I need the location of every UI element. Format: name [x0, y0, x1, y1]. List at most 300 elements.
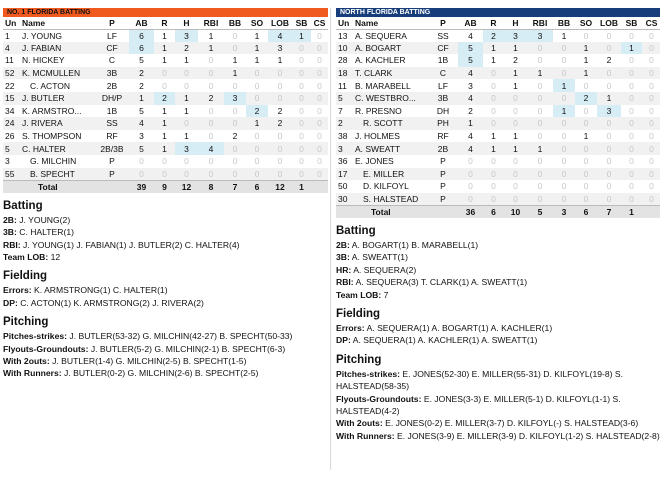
player-position: PH	[428, 117, 458, 130]
player-name-link[interactable]: K. ARMSTRO...	[22, 105, 82, 116]
player-number: 17	[336, 168, 353, 181]
player-name-link[interactable]: J. RIVERA	[20, 117, 95, 130]
player-number: 7	[338, 105, 343, 116]
stat-cs: 0	[649, 131, 654, 142]
total-cs	[642, 205, 660, 218]
stat-cs: 0	[642, 67, 660, 80]
player-number: 55	[3, 168, 20, 181]
player-position: P	[109, 156, 115, 167]
stat-so: 0	[575, 193, 597, 206]
stat-sb: 0	[629, 105, 634, 116]
stat-lob: 0	[597, 67, 621, 80]
total-lob: 7	[597, 205, 621, 218]
player-name-link[interactable]: S. THOMPSON	[22, 131, 82, 142]
stat-note-label: With Runners:	[3, 368, 62, 379]
stat-so: 2	[575, 92, 597, 105]
florida-boxscore	[3, 8, 328, 380]
total-so: 6	[575, 205, 597, 218]
table-row	[3, 67, 328, 80]
stat-r: 1	[483, 42, 504, 55]
stat-so: 0	[254, 80, 260, 91]
player-name-link[interactable]: S. HALSTEAD	[353, 193, 428, 206]
fielding-notes	[3, 284, 328, 309]
stat-r: 0	[483, 117, 504, 130]
stat-note-line	[336, 417, 660, 429]
stat-rbi: 0	[527, 92, 553, 105]
player-name-link[interactable]: E. MILLER	[353, 168, 428, 181]
stat-cs: 0	[642, 117, 660, 130]
stat-bb: 0	[232, 156, 238, 167]
stat-rbi: 0	[527, 193, 553, 206]
table-row	[336, 92, 660, 105]
table-row	[336, 117, 660, 130]
stat-cs: 0	[317, 131, 322, 142]
col-header-name[interactable]: Name	[20, 17, 95, 29]
stat-so: 0	[254, 156, 260, 167]
stat-ab: 2	[129, 67, 154, 80]
col-header-ab[interactable]: AB	[458, 17, 483, 29]
col-header-ab[interactable]: AB	[129, 17, 154, 29]
player-name-link[interactable]: E. JONES	[355, 156, 394, 167]
player-position: P	[428, 168, 458, 181]
table-row	[336, 193, 660, 206]
stat-note-text: J. BUTLER(53-32) G. MILCHIN(42-27) B. SPECHT(50-33)	[67, 331, 293, 342]
team-header: NORTH FLORIDA BATTING	[336, 8, 660, 17]
stat-lob: 3	[268, 42, 292, 55]
player-position: 3B	[95, 67, 129, 80]
stat-lob: 3	[597, 105, 621, 118]
stat-sb: 0	[299, 80, 304, 91]
stat-sb: 0	[629, 156, 634, 167]
stat-h: 0	[504, 92, 527, 105]
stat-cs: 0	[311, 67, 328, 80]
stat-note-text: J. BUTLER(0-2) G. MILCHIN(2-6) B. SPECHT(2-5)	[61, 368, 259, 379]
stat-rbi: 3	[527, 29, 553, 42]
stat-rbi: 1	[198, 42, 224, 55]
stat-h: 1	[504, 142, 527, 155]
stat-h: 1	[504, 42, 527, 55]
table-row	[336, 142, 660, 155]
stat-note-text: E. JONES(52-30) E. MILLER(55-31) D. KILFOYL(19-8) S. HALSTEAD(58-35)	[336, 368, 624, 392]
stat-lob: 0	[597, 117, 621, 130]
table-header-row	[3, 17, 328, 29]
stat-bb: 1	[232, 55, 238, 66]
player-name-link[interactable]: N. HICKEY	[22, 55, 65, 66]
player-name-link[interactable]: R. SCOTT	[353, 117, 428, 130]
stat-ab: 0	[458, 193, 483, 206]
pitching-section-title: Pitching	[3, 316, 49, 329]
stat-rbi: 0	[198, 168, 224, 181]
stat-so: 0	[583, 105, 589, 116]
table-row	[336, 168, 660, 181]
col-header-so[interactable]: SO	[575, 17, 597, 29]
player-position: P	[95, 168, 129, 181]
stat-r: 1	[162, 55, 167, 66]
table-row	[3, 105, 328, 118]
col-header-sb[interactable]: SB	[621, 17, 642, 29]
stat-h: 0	[513, 105, 518, 116]
stat-cs: 0	[311, 117, 328, 130]
player-number: 1	[5, 30, 10, 41]
stat-bb: 0	[224, 168, 246, 181]
stat-cs: 0	[317, 30, 322, 41]
stat-bb: 0	[232, 80, 238, 91]
col-header-r[interactable]: R	[154, 17, 175, 29]
stat-h: 3	[175, 142, 198, 155]
pitching-notes	[336, 368, 660, 442]
stat-rbi: 0	[537, 156, 543, 167]
stat-note-label: 2B:	[3, 214, 17, 225]
stat-lob: 0	[597, 42, 621, 55]
fielding-notes	[336, 322, 660, 347]
player-name-link[interactable]: B. MARABELL	[355, 80, 411, 91]
stat-so: 2	[246, 105, 268, 118]
col-header-bb[interactable]: BB	[224, 17, 246, 29]
col-header-cs[interactable]: CS	[642, 17, 660, 29]
stat-sb: 0	[629, 30, 634, 41]
player-name-link[interactable]: T. CLARK	[353, 67, 428, 80]
stat-h: 1	[184, 105, 189, 116]
stat-note-line	[3, 251, 328, 263]
player-position: P	[440, 181, 446, 192]
stat-sb: 0	[299, 55, 304, 66]
player-name-link[interactable]: A. SEQUERA	[355, 30, 407, 41]
player-position: LF	[438, 80, 448, 91]
stat-sb: 0	[621, 142, 642, 155]
table-row	[336, 29, 660, 42]
batting-notes	[336, 239, 660, 301]
stat-bb: 1	[553, 105, 575, 118]
team-header: NO. 1 FLORIDA BATTING	[3, 8, 328, 17]
player-name-link[interactable]: K. MCMULLEN	[20, 67, 95, 80]
stat-bb: 0	[553, 117, 575, 130]
player-name-link[interactable]: D. KILFOYL	[363, 181, 409, 192]
col-header-bb[interactable]: BB	[553, 17, 575, 29]
stat-ab: 2	[468, 105, 473, 116]
col-header-name[interactable]: Name	[353, 17, 428, 29]
stat-r: 0	[491, 181, 496, 192]
total-bb: 3	[553, 205, 575, 218]
stat-lob: 0	[268, 67, 292, 80]
stat-so: 0	[583, 156, 589, 167]
total-r: 9	[154, 180, 175, 193]
total-spacer	[428, 205, 458, 218]
player-name-link[interactable]: A. BOGART	[353, 42, 428, 55]
col-header-lob[interactable]: LOB	[597, 17, 621, 29]
stat-rbi: 0	[208, 105, 214, 116]
stat-ab: 2	[139, 80, 144, 91]
stat-h: 0	[504, 117, 527, 130]
stat-so: 0	[575, 117, 597, 130]
stat-rbi: 1	[527, 67, 553, 80]
stat-bb: 0	[561, 181, 567, 192]
total-rbi: 5	[527, 205, 553, 218]
stat-r: 0	[162, 156, 167, 167]
stat-r: 1	[491, 55, 496, 66]
col-header-un[interactable]: Un	[336, 17, 353, 29]
stat-r: 1	[483, 142, 504, 155]
stat-h: 0	[184, 80, 189, 91]
player-number: 38	[338, 131, 348, 142]
table-row	[336, 130, 660, 143]
stat-rbi: 1	[527, 142, 553, 155]
player-name-link[interactable]: J. BUTLER	[20, 92, 95, 105]
stat-sb: 0	[299, 156, 304, 167]
stat-h: 1	[513, 131, 518, 142]
stat-note-text: C. HALTER(1)	[16, 227, 74, 238]
stat-note-label: 3B:	[336, 252, 350, 263]
stat-r: 0	[483, 92, 504, 105]
player-position: 2B	[106, 80, 118, 91]
stat-bb: 0	[561, 156, 567, 167]
stat-note-label: DP:	[336, 335, 351, 346]
player-number: 13	[338, 30, 348, 41]
col-header-so[interactable]: SO	[246, 17, 268, 29]
stat-note-text: A. BOGART(1) B. MARABELL(1)	[349, 239, 479, 250]
stat-note-line	[3, 226, 328, 238]
stat-cs: 0	[649, 80, 654, 91]
stat-so: 0	[583, 30, 589, 41]
player-name-link[interactable]: J. FABIAN	[20, 42, 95, 55]
table-row	[336, 79, 660, 92]
stat-so: 1	[575, 67, 597, 80]
stat-note-text: J. BUTLER(1-4) G. MILCHIN(2-5) B. SPECHT(1-5)	[49, 355, 247, 366]
col-header-un[interactable]: Un	[3, 17, 20, 29]
stat-h: 1	[504, 67, 527, 80]
stat-ab: 5	[458, 54, 483, 67]
player-name-link[interactable]: R. PRESNO	[355, 105, 402, 116]
total-h: 10	[504, 205, 527, 218]
player-position: RF	[106, 131, 118, 142]
table-row	[336, 67, 660, 80]
table-body	[336, 29, 660, 218]
stat-so: 0	[254, 131, 260, 142]
stat-sb: 1	[292, 29, 311, 42]
player-number: 26	[5, 131, 15, 142]
stat-bb: 0	[224, 117, 246, 130]
col-header-sb[interactable]: SB	[292, 17, 311, 29]
stat-ab: 6	[129, 42, 154, 55]
stat-lob: 2	[277, 105, 283, 116]
stat-ab: 5	[139, 55, 144, 66]
table-row	[3, 79, 328, 92]
stat-rbi: 0	[527, 117, 553, 130]
stat-ab: 4	[468, 30, 473, 41]
pitching-notes	[3, 330, 328, 380]
stat-h: 0	[513, 156, 518, 167]
batting-notes	[3, 214, 328, 264]
player-number: 28	[338, 55, 348, 66]
player-name-link[interactable]: B. SPECHT	[20, 168, 95, 181]
col-header-p[interactable]: P	[428, 17, 458, 29]
total-cs	[311, 180, 328, 193]
player-number: 10	[336, 42, 353, 55]
table-row	[3, 142, 328, 155]
stat-lob: 0	[597, 193, 621, 206]
stat-so: 1	[583, 55, 589, 66]
stat-lob: 2	[268, 117, 292, 130]
stat-note-line	[336, 251, 660, 263]
batting-section-title: Batting	[3, 199, 43, 212]
stat-so: 0	[583, 80, 589, 91]
stat-h: 2	[175, 42, 198, 55]
stat-ab: 5	[458, 42, 483, 55]
stat-bb: 2	[232, 131, 238, 142]
stat-bb: 0	[553, 142, 575, 155]
stat-bb: 0	[232, 30, 238, 41]
stat-ab: 4	[458, 67, 483, 80]
player-number: 22	[5, 80, 15, 91]
stat-cs: 0	[311, 168, 328, 181]
stat-so: 0	[246, 168, 268, 181]
stat-rbi: 0	[208, 55, 214, 66]
stat-sb: 0	[621, 67, 642, 80]
stat-rbi: 1	[208, 30, 214, 41]
stat-r: 1	[162, 30, 167, 41]
stat-lob: 0	[606, 181, 612, 192]
stat-h: 1	[175, 92, 198, 105]
stat-lob: 1	[277, 55, 283, 66]
stat-bb: 0	[224, 142, 246, 155]
stat-cs: 0	[642, 168, 660, 181]
batting-table	[3, 17, 328, 193]
stat-r: 1	[154, 142, 175, 155]
stat-note-text: 12	[48, 251, 61, 262]
col-header-r[interactable]: R	[483, 17, 504, 29]
stat-so: 1	[575, 42, 597, 55]
stat-rbi: 0	[537, 55, 543, 66]
stat-cs: 0	[642, 142, 660, 155]
total-rbi: 8	[198, 180, 224, 193]
stat-cs: 0	[642, 42, 660, 55]
player-number: 36	[338, 156, 348, 167]
stat-sb: 0	[621, 92, 642, 105]
player-position: C	[428, 67, 458, 80]
player-name-link[interactable]: G. MILCHIN	[30, 156, 77, 167]
stat-bb: 0	[553, 168, 575, 181]
stat-r: 2	[483, 29, 504, 42]
player-name-link[interactable]: C. ACTON	[30, 80, 70, 91]
stat-ab: 1	[458, 117, 483, 130]
player-name-link[interactable]: J. YOUNG	[22, 30, 62, 41]
stat-cs: 0	[642, 193, 660, 206]
stat-rbi: 0	[537, 181, 543, 192]
stat-note-line	[336, 322, 660, 334]
player-name-link[interactable]: A. KACHLER	[355, 55, 406, 66]
player-number: 18	[336, 67, 353, 80]
table-row	[336, 180, 660, 193]
player-position: 3B	[428, 92, 458, 105]
stat-r: 0	[483, 168, 504, 181]
stat-ab: 0	[458, 168, 483, 181]
player-name-link[interactable]: A. SWEATT	[353, 142, 428, 155]
stat-so: 0	[575, 142, 597, 155]
stat-lob: 2	[606, 55, 612, 66]
player-name-link[interactable]: J. HOLMES	[355, 131, 400, 142]
total-ab: 36	[458, 205, 483, 218]
player-name-link[interactable]: C. HALTER	[20, 142, 95, 155]
col-header-cs[interactable]: CS	[311, 17, 328, 29]
stat-note-line	[336, 430, 660, 442]
stat-rbi: 0	[537, 80, 543, 91]
col-header-h[interactable]: H	[504, 17, 527, 29]
player-name-link[interactable]: C. WESTBRO...	[353, 92, 428, 105]
stat-lob: 0	[606, 80, 612, 91]
stat-cs: 0	[642, 92, 660, 105]
stat-note-label: 2B:	[336, 239, 350, 250]
stat-rbi: 0	[208, 131, 214, 142]
stat-bb: 1	[561, 30, 567, 41]
stat-note-label: With 2outs:	[336, 418, 383, 429]
table-row	[3, 92, 328, 105]
stat-r: 0	[491, 80, 496, 91]
total-ab: 39	[129, 180, 154, 193]
stat-ab: 0	[468, 181, 473, 192]
stat-h: 3	[175, 29, 198, 42]
stat-rbi: 0	[198, 67, 224, 80]
player-number: 4	[3, 42, 20, 55]
stat-cs: 0	[317, 80, 322, 91]
table-row	[3, 130, 328, 143]
stat-note-text: A. SWEATT(1)	[349, 252, 408, 263]
table-row	[3, 29, 328, 42]
stat-rbi: 0	[537, 105, 543, 116]
stat-note-line	[336, 368, 660, 393]
player-position: LF	[107, 30, 117, 41]
stat-bb: 1	[224, 67, 246, 80]
col-header-rbi[interactable]: RBI	[198, 17, 224, 29]
stat-so: 0	[583, 181, 589, 192]
stat-note-label: Pitches-strikes:	[3, 331, 68, 342]
stat-bb: 0	[232, 105, 238, 116]
col-header-rbi[interactable]: RBI	[527, 17, 553, 29]
player-position: DH	[436, 105, 450, 116]
stat-ab: 6	[129, 29, 154, 42]
stat-ab: 0	[468, 156, 473, 167]
total-sb: 1	[621, 205, 642, 218]
table-row	[3, 117, 328, 130]
table-row	[336, 155, 660, 168]
stat-lob: 0	[606, 156, 612, 167]
stat-h: 1	[513, 80, 518, 91]
stat-lob: 0	[597, 168, 621, 181]
total-sb: 1	[292, 180, 311, 193]
player-number: 15	[3, 92, 20, 105]
stat-rbi: 0	[527, 168, 553, 181]
stat-note-text: C. ACTON(1) K. ARMSTRONG(2) J. RIVERA(2)	[17, 297, 204, 308]
total-label: Total	[20, 180, 95, 193]
player-position: P	[428, 193, 458, 206]
col-header-lob[interactable]: LOB	[268, 17, 292, 29]
player-number: 52	[3, 67, 20, 80]
table-row	[3, 42, 328, 55]
stat-note-text: K. ARMSTRONG(1) C. HALTER(1)	[31, 285, 168, 296]
stat-so: 0	[575, 168, 597, 181]
player-number: 3	[336, 142, 353, 155]
stat-note-text: A. SEQUERA(2)	[351, 264, 417, 275]
stat-ab: 4	[458, 142, 483, 155]
table-header-row	[336, 17, 660, 29]
col-header-p[interactable]: P	[95, 17, 129, 29]
col-header-h[interactable]: H	[175, 17, 198, 29]
player-position: P	[440, 156, 446, 167]
table-body	[3, 29, 328, 193]
stat-ab: 0	[129, 168, 154, 181]
stat-bb: 0	[224, 42, 246, 55]
stat-cs: 0	[649, 30, 654, 41]
stat-sb: 0	[299, 131, 304, 142]
stat-note-text: 7	[381, 289, 389, 300]
